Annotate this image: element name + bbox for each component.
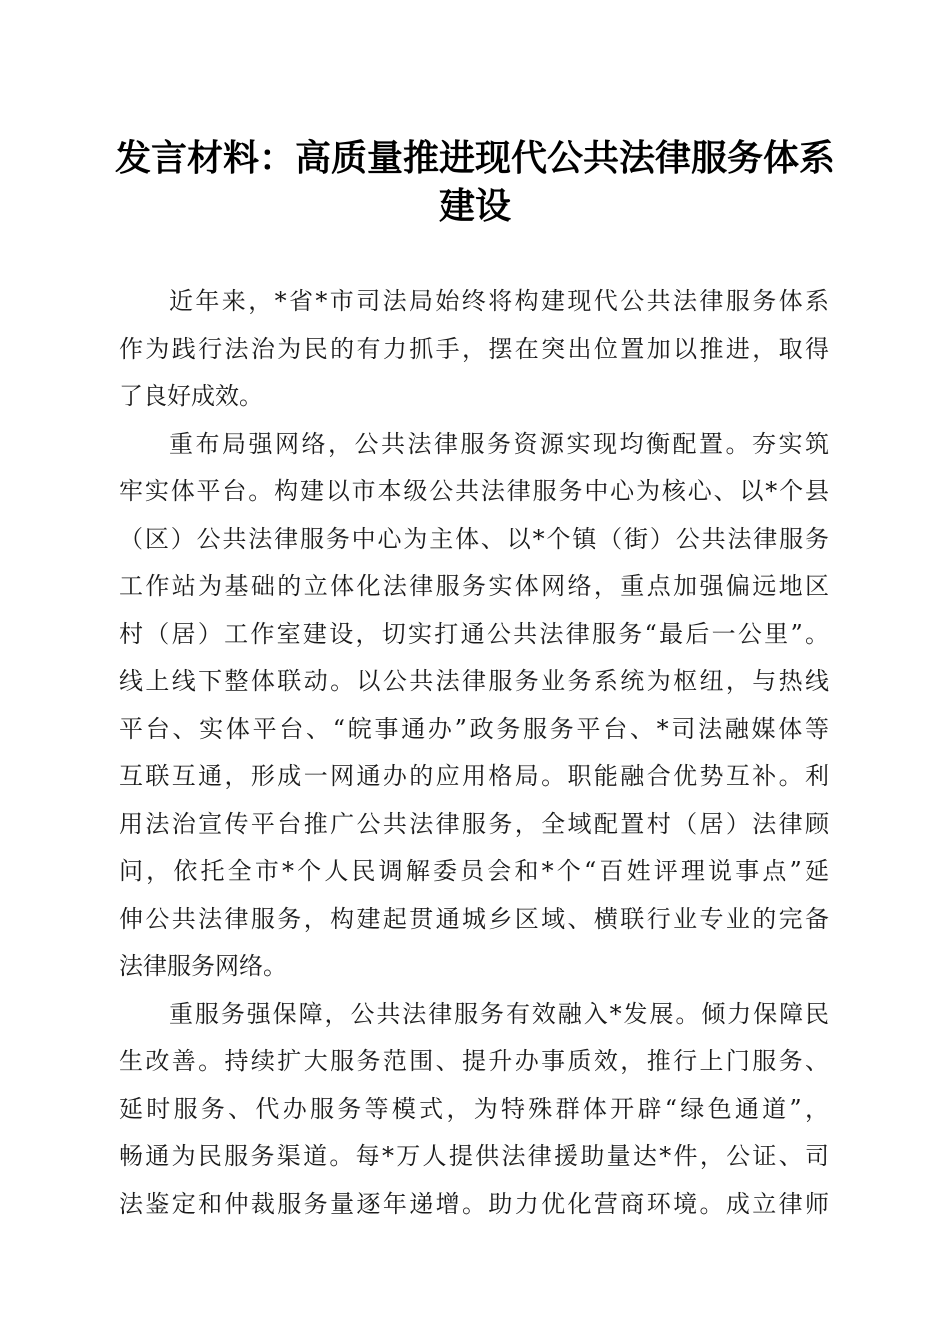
paragraph-line: 生改善。持续扩大服务范围、提升办事质效，推行上门服务、 bbox=[119, 1047, 829, 1075]
title-line-1: 发言材料：高质量推进现代公共法律服务体系 bbox=[114, 137, 835, 179]
paragraph-line: 近年来，*省*市司法局始终将构建现代公共法律服务体系 bbox=[169, 287, 829, 315]
paragraph-line: 重服务强保障，公共法律服务有效融入*发展。倾力保障民 bbox=[169, 999, 829, 1028]
paragraph-service-guarantee bbox=[119, 991, 829, 1229]
paragraph-layout-network bbox=[119, 421, 829, 991]
document-title bbox=[100, 134, 850, 230]
paragraph-intro bbox=[119, 278, 829, 421]
paragraph-line: （区）公共法律服务中心为主体、以*个镇（街）公共法律服务 bbox=[119, 524, 829, 553]
document-body bbox=[119, 278, 829, 1228]
paragraph-line: 延时服务、代办服务等模式，为特殊群体开辟“绿色通道”， bbox=[119, 1094, 829, 1123]
paragraph-line: 互联互通，形成一网通办的应用格局。职能融合优势互补。利 bbox=[119, 762, 829, 790]
title-line-2: 建设 bbox=[438, 185, 511, 227]
paragraph-line: 了良好成效。 bbox=[119, 382, 263, 410]
paragraph-line: 用法治宣传平台推广公共法律服务，全域配置村（居）法律顾 bbox=[119, 809, 829, 838]
paragraph-line: 法律服务网络。 bbox=[119, 952, 287, 980]
paragraph-line: 平台、实体平台、“皖事通办”政务服务平台、*司法融媒体等 bbox=[119, 714, 829, 743]
paragraph-line: 线上线下整体联动。以公共法律服务业务系统为枢纽，与热线 bbox=[119, 667, 829, 695]
paragraph-line: 问，依托全市*个人民调解委员会和*个“百姓评理说事点”延 bbox=[119, 857, 829, 885]
paragraph-line: 伸公共法律服务，构建起贯通城乡区域、横联行业专业的完备 bbox=[119, 904, 829, 933]
paragraph-line: 畅通为民服务渠道。每*万人提供法律援助量达*件，公证、司 bbox=[119, 1142, 829, 1170]
paragraph-line: 村（居）工作室建设，切实打通公共法律服务“最后一公里”。 bbox=[119, 619, 829, 648]
paragraph-line: 法鉴定和仲裁服务量逐年递增。助力优化营商环境。成立律师 bbox=[119, 1189, 829, 1218]
paragraph-line: 作为践行法治为民的有力抓手，摆在突出位置加以推进，取得 bbox=[119, 334, 829, 363]
paragraph-line: 重布局强网络，公共法律服务资源实现均衡配置。夯实筑 bbox=[169, 429, 829, 458]
paragraph-line: 工作站为基础的立体化法律服务实体网络，重点加强偏远地区 bbox=[119, 572, 829, 600]
paragraph-line: 牢实体平台。构建以市本级公共法律服务中心为核心、以*个县 bbox=[119, 477, 829, 505]
